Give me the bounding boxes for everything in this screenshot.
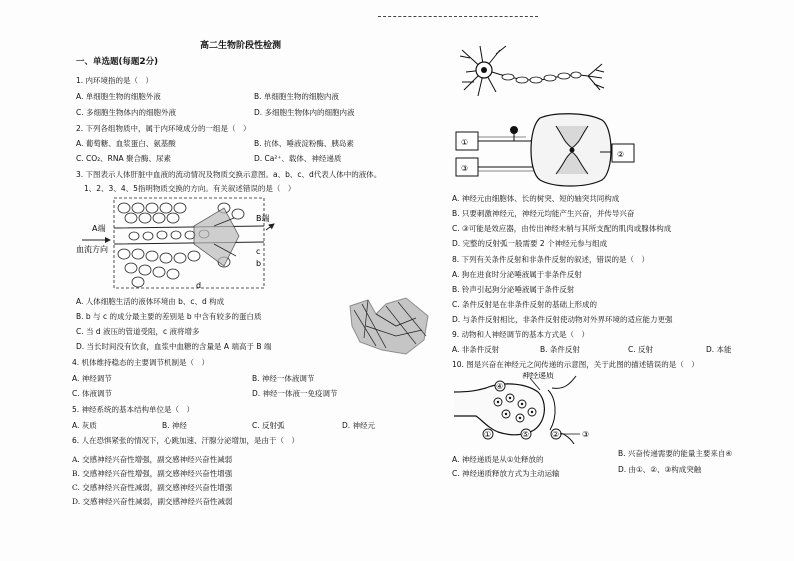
q1-option-b: B. 单细胞生物的细胞内液 (254, 92, 339, 101)
q7-option-b: B. 只要刺激神经元，神经元均能产生兴奋，并传导兴奋 (452, 209, 635, 218)
section-heading-end: 分) (145, 57, 159, 67)
q3-label-flow: 血流方向 (76, 245, 108, 254)
q6-stem: 6. 人在恐惧紧张的情况下，心跳加速、汗腺分泌增加，是由于（ ） (72, 436, 300, 445)
q3-stem-line2: 1、2、3、4、5指明物质交换的方向。有关叙述错误的是（ ） (84, 184, 296, 193)
q3-label-b: b (256, 259, 262, 268)
q3-label-a-end: A端 (92, 224, 106, 233)
synapse-diagram (452, 372, 602, 446)
reflex-box-2: ② (617, 150, 625, 159)
section-heading-text: 一、单选题(每题 (76, 57, 140, 67)
q5-option-b: B. 神经 (162, 421, 187, 430)
q9-stem: 9. 动物和人神经调节的基本方式是（ ） (452, 330, 590, 339)
q3-capillary-diagram (74, 196, 280, 292)
q3-label-d: d (196, 281, 202, 290)
q7-option-d: D. 完整的反射弧一般需要 2 个神经元参与组成 (452, 239, 608, 248)
q10-stem: 10. 图是兴奋在神经元之间传递的示意图，关于此图的描述错误的是（ ） (452, 360, 699, 369)
q6-option-b: B. 交感神经兴奋性增强，副交感神经兴奋性增强 (72, 469, 233, 478)
q3-option-c: C. 当 d 液压的管道受阻，c 液将增多 (76, 327, 200, 336)
q10-option-b: B. 兴奋传递需要的能量主要来自④ (618, 449, 733, 458)
synapse-label-4: ④ (496, 382, 504, 391)
reflex-box-3: ③ (461, 164, 469, 173)
q9-option-a: A. 非条件反射 (452, 345, 500, 354)
q9-option-b: B. 条件反射 (540, 345, 580, 354)
section-heading (76, 58, 158, 67)
q5-option-d: D. 神经元 (342, 421, 376, 430)
q10-option-d: D. 由①、②、③构成突触 (618, 465, 702, 474)
q4-option-a: A. 神经调节 (72, 374, 112, 383)
q6-option-c: C. 交感神经兴奋性减弱，副交感神经兴奋性增强 (72, 483, 233, 492)
q6-option-d: D. 交感神经兴奋性减弱，副交感神经兴奋性减弱 (72, 497, 233, 506)
q10-option-c: C. 神经递质释放方式为主动运输 (452, 469, 560, 478)
q3-option-b: B. b 与 c 的成分最主要的差别是 b 中含有较多的蛋白质 (76, 312, 262, 321)
q8-option-a: A. 狗在进食时分泌唾液属于非条件反射 (452, 270, 582, 279)
q9-option-d: D. 本能 (706, 345, 732, 354)
synapse-label-1: ① (484, 430, 492, 439)
q4-option-d: D. 神经一体液一免疫调节 (252, 389, 338, 398)
q5-option-a: A. 灰质 (72, 421, 97, 430)
synapse-label-3: ③ (582, 430, 590, 439)
q2-option-d: D. Ca²⁺、载体、神经递质 (254, 154, 342, 163)
q8-option-c: C. 条件反射是在非条件反射的基础上形成的 (452, 300, 598, 309)
q5-option-c: C. 反射弧 (252, 421, 285, 430)
synapse-label-5: ⑤ (522, 430, 530, 439)
q1-stem: 1. 内环境指的是（ ） (76, 76, 154, 85)
q8-option-b: B. 铃声引起狗分泌唾液属于条件反射 (452, 285, 575, 294)
reflex-arc-diagram (454, 112, 646, 188)
q3-label-c: c (256, 247, 261, 256)
header-dashed-line (378, 16, 538, 17)
q4-stem: 4. 机体维持稳态的主要调节机制是（ ） (72, 358, 210, 367)
q1-option-d: D. 多细胞生物体内的细胞内液 (254, 108, 355, 117)
q2-option-b: B. 抗体、唾液淀粉酶、胰岛素 (254, 139, 354, 148)
q3-label-b-end: B端 (256, 214, 270, 223)
q2-option-a: A. 葡萄糖、血浆蛋白、氨基酸 (76, 139, 176, 148)
neuron-diagram (456, 42, 606, 112)
q5-stem: 5. 神经系统的基本结构单位是（ ） (72, 405, 195, 414)
q1-option-a: A. 单细胞生物的细胞外液 (76, 92, 161, 101)
stomach-sketch-image (346, 296, 432, 358)
q7-option-a: A. 神经元由细胞体、长的树突、短的轴突共同构成 (452, 194, 620, 203)
q2-option-c: C. CO₂、RNA 聚合酶、尿素 (76, 154, 171, 163)
q4-option-b: B. 神经一体液调节 (252, 374, 315, 383)
q1-option-c: C. 多细胞生物体内的细胞外液 (76, 108, 177, 117)
q9-option-c: C. 反射 (628, 345, 654, 354)
synapse-label-2: ② (552, 430, 560, 439)
page-title: 高二生物阶段性检测 (200, 41, 282, 51)
q3-option-a: A. 人体细胞生活的液体环境由 b、c、d 构成 (76, 297, 225, 306)
q10-option-a: A. 神经递质是从①处释放的 (452, 455, 544, 464)
q4-option-c: C. 体液调节 (72, 389, 113, 398)
q8-option-d: D. 与条件反射相比，非条件反射使动物对外界环境的适应能力更强 (452, 315, 673, 324)
q2-stem: 2. 下列各组物质中，属于内环境成分的一组是（ ） (76, 124, 251, 133)
synapse-label-nt: 神经递质 (522, 372, 554, 380)
q8-stem: 8. 下列有关条件反射和非条件反射的叙述，错误的是（ ） (452, 255, 650, 264)
q3-stem-line1: 3. 下图表示人体肝脏中血液的流动情况及物质交换示意图。a、b、c、d代表人体中的液体。 (76, 170, 382, 179)
q3-option-d: D. 当长时间没有饮食，血浆中血糖的含量是 A 端高于 B 端 (76, 342, 272, 351)
section-score: 2 (139, 57, 146, 67)
reflex-box-1: ① (461, 138, 469, 147)
q7-option-c: C. ③可能是效应器，由传出神经末梢与其所支配的肌肉或腺体构成 (452, 224, 672, 233)
q6-option-a: A. 交感神经兴奋性增强，副交感神经兴奋性减弱 (72, 455, 233, 464)
